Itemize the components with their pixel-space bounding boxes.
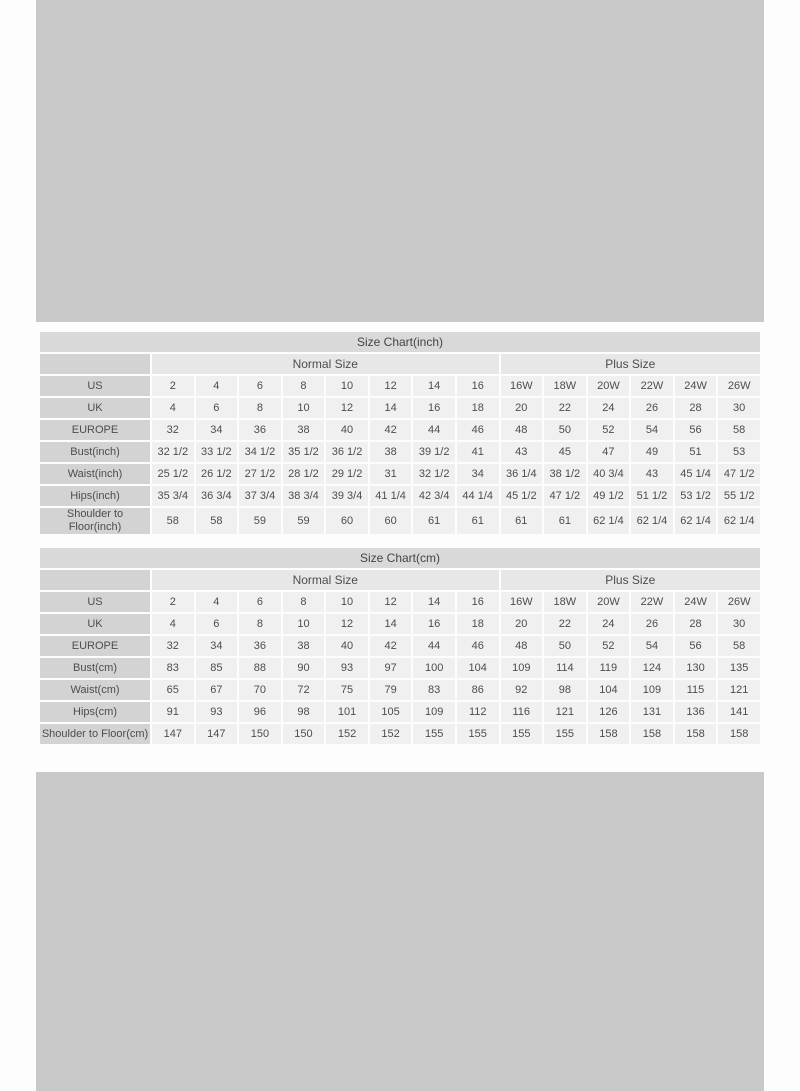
row-label: Hips(cm) [40,702,150,722]
size-value-cell: 16 [413,398,455,418]
size-group-header: Normal Size [152,354,499,374]
size-value-cell: 158 [631,724,673,744]
size-value-cell: 119 [588,658,630,678]
size-value-cell: 12 [370,376,412,396]
table-row [40,420,760,440]
size-value-cell: 8 [283,376,325,396]
size-value-cell: 141 [718,702,760,722]
size-value-cell: 28 [675,398,717,418]
size-value-cell: 16W [501,376,543,396]
size-value-cell: 96 [239,702,281,722]
size-value-cell: 93 [326,658,368,678]
size-value-cell: 43 [631,464,673,484]
table-row [40,486,760,506]
size-value-cell: 104 [457,658,499,678]
size-value-cell: 47 1/2 [718,464,760,484]
size-value-cell: 28 [675,614,717,634]
size-value-cell: 58 [196,508,238,534]
table-title-row [40,548,760,568]
table-row [40,680,760,700]
size-value-cell: 38 [370,442,412,462]
size-value-cell: 10 [326,376,368,396]
size-value-cell: 79 [370,680,412,700]
table-row [40,592,760,612]
size-value-cell: 10 [283,614,325,634]
size-value-cell: 97 [370,658,412,678]
size-value-cell: 34 [196,636,238,656]
table-row [40,636,760,656]
size-value-cell: 109 [631,680,673,700]
size-value-cell: 65 [152,680,194,700]
size-value-cell: 38 [283,420,325,440]
size-value-cell: 98 [283,702,325,722]
size-value-cell: 130 [675,658,717,678]
size-value-cell: 12 [326,614,368,634]
size-value-cell: 24W [675,592,717,612]
row-label: Waist(inch) [40,464,150,484]
size-value-cell: 109 [501,658,543,678]
table-row [40,464,760,484]
size-value-cell: 47 [588,442,630,462]
row-label: Waist(cm) [40,680,150,700]
size-value-cell: 8 [283,592,325,612]
size-value-cell: 85 [196,658,238,678]
size-value-cell: 35 1/2 [283,442,325,462]
size-value-cell: 86 [457,680,499,700]
size-value-cell: 61 [544,508,586,534]
size-value-cell: 51 [675,442,717,462]
size-value-cell: 45 1/2 [501,486,543,506]
size-value-cell: 62 1/4 [675,508,717,534]
row-label: US [40,592,150,612]
corner-cell [40,354,150,374]
size-value-cell: 136 [675,702,717,722]
size-value-cell: 62 1/4 [631,508,673,534]
size-value-cell: 150 [239,724,281,744]
size-value-cell: 43 [501,442,543,462]
size-value-cell: 24 [588,614,630,634]
size-value-cell: 26 [631,614,673,634]
size-value-cell: 49 1/2 [588,486,630,506]
size-value-cell: 34 1/2 [239,442,281,462]
size-value-cell: 158 [675,724,717,744]
size-value-cell: 6 [196,614,238,634]
size-value-cell: 50 [544,420,586,440]
size-value-cell: 20W [588,376,630,396]
size-value-cell: 59 [239,508,281,534]
size-chart-inch-table [38,330,762,536]
size-value-cell: 55 1/2 [718,486,760,506]
size-value-cell: 12 [370,592,412,612]
row-label: EUROPE [40,636,150,656]
row-label: Shoulder to Floor(cm) [40,724,150,744]
size-value-cell: 40 3/4 [588,464,630,484]
size-value-cell: 52 [588,636,630,656]
size-value-cell: 44 [413,636,455,656]
table-row [40,398,760,418]
size-value-cell: 20 [501,614,543,634]
size-value-cell: 50 [544,636,586,656]
size-value-cell: 28 1/2 [283,464,325,484]
size-value-cell: 30 [718,398,760,418]
table-row [40,442,760,462]
size-value-cell: 42 [370,636,412,656]
table-row [40,614,760,634]
size-value-cell: 10 [326,592,368,612]
size-value-cell: 22 [544,398,586,418]
size-value-cell: 32 1/2 [413,464,455,484]
size-value-cell: 38 1/2 [544,464,586,484]
size-value-cell: 88 [239,658,281,678]
size-value-cell: 25 1/2 [152,464,194,484]
size-value-cell: 16W [501,592,543,612]
size-group-header: Plus Size [501,570,761,590]
size-value-cell: 83 [413,680,455,700]
size-value-cell: 155 [501,724,543,744]
size-value-cell: 60 [326,508,368,534]
size-value-cell: 61 [413,508,455,534]
size-value-cell: 126 [588,702,630,722]
size-value-cell: 40 [326,420,368,440]
size-value-cell: 2 [152,376,194,396]
group-header-row [40,354,760,374]
size-value-cell: 30 [718,614,760,634]
size-value-cell: 34 [196,420,238,440]
size-value-cell: 112 [457,702,499,722]
size-value-cell: 34 [457,464,499,484]
row-label: Hips(inch) [40,486,150,506]
size-value-cell: 114 [544,658,586,678]
size-value-cell: 100 [413,658,455,678]
size-value-cell: 24W [675,376,717,396]
table-title: Size Chart(inch) [40,332,760,352]
table-title-row [40,332,760,352]
size-value-cell: 61 [457,508,499,534]
table-title: Size Chart(cm) [40,548,760,568]
table-row [40,724,760,744]
size-value-cell: 36 [239,420,281,440]
row-label: Bust(cm) [40,658,150,678]
size-value-cell: 115 [675,680,717,700]
size-value-cell: 53 [718,442,760,462]
size-group-header: Plus Size [501,354,761,374]
size-value-cell: 18 [457,398,499,418]
size-value-cell: 42 [370,420,412,440]
size-value-cell: 62 1/4 [718,508,760,534]
size-value-cell: 72 [283,680,325,700]
size-value-cell: 32 [152,636,194,656]
size-value-cell: 61 [501,508,543,534]
size-value-cell: 155 [457,724,499,744]
group-header-row [40,570,760,590]
corner-cell [40,570,150,590]
size-value-cell: 38 [283,636,325,656]
size-value-cell: 4 [152,614,194,634]
row-label: Bust(inch) [40,442,150,462]
size-value-cell: 27 1/2 [239,464,281,484]
size-value-cell: 18W [544,376,586,396]
size-value-cell: 42 3/4 [413,486,455,506]
row-label: UK [40,398,150,418]
row-label: EUROPE [40,420,150,440]
size-value-cell: 26 [631,398,673,418]
size-value-cell: 8 [239,614,281,634]
size-value-cell: 6 [239,376,281,396]
size-value-cell: 131 [631,702,673,722]
size-value-cell: 56 [675,420,717,440]
size-value-cell: 90 [283,658,325,678]
size-value-cell: 147 [196,724,238,744]
size-value-cell: 4 [196,592,238,612]
size-value-cell: 152 [326,724,368,744]
size-value-cell: 26 1/2 [196,464,238,484]
size-value-cell: 36 [239,636,281,656]
size-value-cell: 26W [718,376,760,396]
size-value-cell: 58 [718,420,760,440]
size-value-cell: 92 [501,680,543,700]
size-value-cell: 18 [457,614,499,634]
size-value-cell: 14 [413,376,455,396]
size-value-cell: 47 1/2 [544,486,586,506]
size-value-cell: 51 1/2 [631,486,673,506]
size-value-cell: 52 [588,420,630,440]
size-value-cell: 67 [196,680,238,700]
size-value-cell: 36 3/4 [196,486,238,506]
size-value-cell: 44 [413,420,455,440]
table-row [40,658,760,678]
size-value-cell: 46 [457,420,499,440]
row-label: Shoulder to Floor(inch) [40,508,150,534]
size-value-cell: 20W [588,592,630,612]
size-value-cell: 36 1/2 [326,442,368,462]
size-value-cell: 147 [152,724,194,744]
size-value-cell: 54 [631,420,673,440]
size-value-cell: 124 [631,658,673,678]
size-value-cell: 83 [152,658,194,678]
size-value-cell: 22W [631,592,673,612]
size-value-cell: 116 [501,702,543,722]
size-value-cell: 22W [631,376,673,396]
size-value-cell: 59 [283,508,325,534]
table-row [40,508,760,534]
size-value-cell: 39 1/2 [413,442,455,462]
size-value-cell: 46 [457,636,499,656]
size-value-cell: 36 1/4 [501,464,543,484]
size-value-cell: 14 [370,398,412,418]
size-value-cell: 121 [544,702,586,722]
size-value-cell: 58 [152,508,194,534]
size-value-cell: 16 [457,376,499,396]
size-value-cell: 14 [370,614,412,634]
size-value-cell: 39 3/4 [326,486,368,506]
size-value-cell: 105 [370,702,412,722]
size-value-cell: 49 [631,442,673,462]
size-value-cell: 26W [718,592,760,612]
size-value-cell: 48 [501,636,543,656]
size-chart-cm-table [38,546,762,746]
size-value-cell: 135 [718,658,760,678]
size-value-cell: 14 [413,592,455,612]
product-image-placeholder-top [36,0,764,322]
size-value-cell: 38 3/4 [283,486,325,506]
size-value-cell: 56 [675,636,717,656]
size-value-cell: 60 [370,508,412,534]
size-value-cell: 45 1/4 [675,464,717,484]
size-value-cell: 152 [370,724,412,744]
size-value-cell: 62 1/4 [588,508,630,534]
size-charts-container [38,330,762,746]
size-value-cell: 75 [326,680,368,700]
size-value-cell: 32 [152,420,194,440]
size-value-cell: 104 [588,680,630,700]
size-value-cell: 158 [718,724,760,744]
size-value-cell: 53 1/2 [675,486,717,506]
size-value-cell: 155 [413,724,455,744]
size-value-cell: 91 [152,702,194,722]
size-value-cell: 54 [631,636,673,656]
size-value-cell: 101 [326,702,368,722]
size-value-cell: 44 1/4 [457,486,499,506]
size-value-cell: 24 [588,398,630,418]
size-value-cell: 41 1/4 [370,486,412,506]
row-label: UK [40,614,150,634]
size-value-cell: 45 [544,442,586,462]
size-value-cell: 16 [413,614,455,634]
size-value-cell: 6 [239,592,281,612]
size-value-cell: 48 [501,420,543,440]
row-label: US [40,376,150,396]
size-value-cell: 4 [152,398,194,418]
size-value-cell: 22 [544,614,586,634]
size-value-cell: 4 [196,376,238,396]
size-value-cell: 16 [457,592,499,612]
size-value-cell: 150 [283,724,325,744]
size-value-cell: 40 [326,636,368,656]
size-value-cell: 37 3/4 [239,486,281,506]
size-value-cell: 18W [544,592,586,612]
size-value-cell: 32 1/2 [152,442,194,462]
size-value-cell: 12 [326,398,368,418]
size-value-cell: 121 [718,680,760,700]
size-value-cell: 10 [283,398,325,418]
size-value-cell: 98 [544,680,586,700]
size-group-header: Normal Size [152,570,499,590]
size-value-cell: 29 1/2 [326,464,368,484]
size-value-cell: 155 [544,724,586,744]
table-row [40,376,760,396]
product-image-placeholder-bottom [36,772,764,1091]
size-value-cell: 109 [413,702,455,722]
size-value-cell: 70 [239,680,281,700]
table-row [40,702,760,722]
size-value-cell: 41 [457,442,499,462]
size-value-cell: 20 [501,398,543,418]
size-value-cell: 31 [370,464,412,484]
size-value-cell: 35 3/4 [152,486,194,506]
size-value-cell: 158 [588,724,630,744]
size-value-cell: 93 [196,702,238,722]
size-value-cell: 8 [239,398,281,418]
size-value-cell: 2 [152,592,194,612]
size-value-cell: 33 1/2 [196,442,238,462]
size-value-cell: 6 [196,398,238,418]
size-value-cell: 58 [718,636,760,656]
